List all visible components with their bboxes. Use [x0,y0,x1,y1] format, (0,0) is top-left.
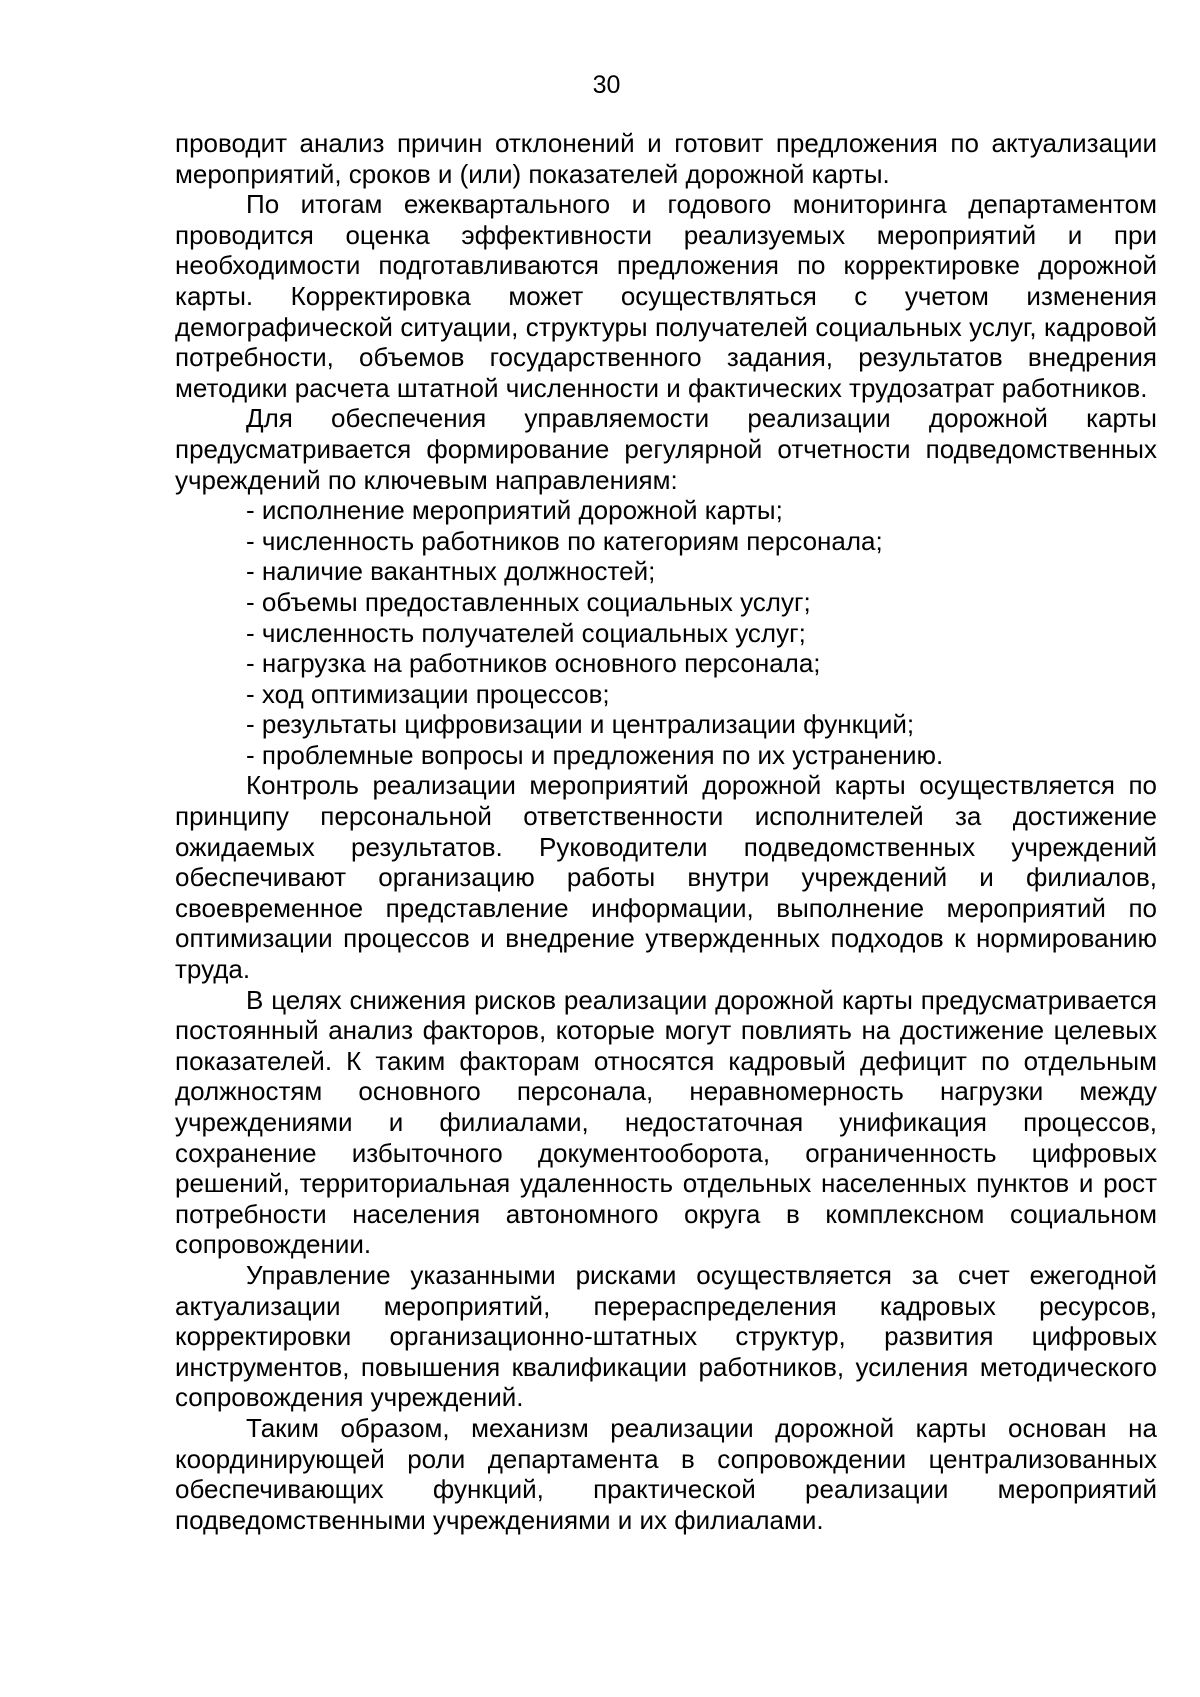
page-number: 30 [592,71,621,99]
document-body [175,128,1157,1535]
list-item: - численность получателей социальных услуг; [246,617,806,648]
paragraph-monitoring: По итогам ежеквартального и годового мониторинга департаментом проводится оценка эффективности реализуемых мероприятий и при необходимости подготавливаются предложения по корректировке дорожной карты. Корректировка может осуществляться с учетом изменения демографической ситуации, структуры получателей социальных услуг, кадровой потребности, объемов государственного задания, результатов внедрения методики расчета штатной численности и фактических трудозатрат работников. [175,189,1157,403]
paragraph-risk-management: Управление указанными рисками осуществляется за счет ежегодной актуализации мероприятий, перераспределения кадровых ресурсов, корректировки организационно-штатных структур, развития цифровых инструментов, повышения квалификации работников, усиления методического сопровождения учреждений. [175,1259,1157,1413]
list-item: - результаты цифровизации и централизации функций; [246,709,915,740]
reporting-directions-list [175,495,1157,770]
list-item: - исполнение мероприятий дорожной карты; [246,495,783,526]
list-item: - проблемные вопросы и предложения по их устранению. [246,739,944,770]
paragraph-conclusion: Таким образом, механизм реализации дорожной карты основан на координирующей роли департамента в сопровождении централизованных обеспечивающих функций, практической реализации мероприятий подведомственными учреждениями и их филиалами. [175,1412,1157,1535]
list-item: - нагрузка на работников основного персонала; [246,648,821,679]
list-item: - ход оптимизации процессов; [246,678,610,709]
list-item: - численность работников по категориям персонала; [246,525,883,556]
paragraph-reporting: Для обеспечения управляемости реализации дорожной карты предусматривается формирование регулярной отчетности подведомственных учреждений по ключевым направлениям: [175,403,1157,495]
list-item: - наличие вакантных должностей; [246,556,656,587]
paragraph-continuation: проводит анализ причин отклонений и готовит предложения по актуализации мероприятий, сроков и (или) показателей дорожной карты. [175,128,1157,189]
list-item: - объемы предоставленных социальных услуг; [246,586,811,617]
paragraph-risks: В целях снижения рисков реализации дорожной карты предусматривается постоянный анализ факторов, которые могут повлиять на достижение целевых показателей. К таким факторам относятся кадровый дефицит по отдельным должностям основного персонала, неравномерность нагрузки между учреждениями и филиалами, недостаточная унификация процессов, сохранение избыточного документооборота, ограниченность цифровых решений, территориальная удаленность отдельных населенных пунктов и рост потребности населения автономного округа в комплексном социальном сопровождении. [175,984,1157,1260]
paragraph-control: Контроль реализации мероприятий дорожной карты осуществляется по принципу персональной ответственности исполнителей за достижение ожидаемых результатов. Руководители подведомственных учреждений обеспечивают организацию работы внутри учреждений и филиалов, своевременное представление информации, выполнение мероприятий по оптимизации процессов и внедрение утвержденных подходов к нормированию труда. [175,770,1157,985]
